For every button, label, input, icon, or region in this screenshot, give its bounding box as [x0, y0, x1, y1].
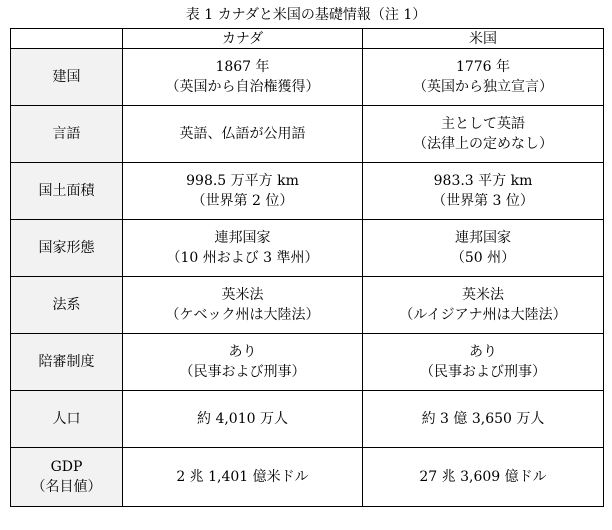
row-label: [11, 334, 123, 391]
cell-canada: [123, 106, 363, 163]
cell-line: （50 州）: [450, 250, 516, 266]
table-caption: 表 1 カナダと米国の基礎情報（注 1）: [185, 7, 427, 23]
header-row: [11, 29, 604, 49]
table-row: [11, 277, 604, 334]
cell-line: 27 兆 3,609 億ドル: [419, 469, 547, 485]
row-label: [11, 391, 123, 448]
row-label: [11, 448, 123, 507]
cell-line: （ケベック州は大陸法）: [165, 307, 320, 323]
cell-line: 英米法: [221, 287, 264, 303]
table-row: [11, 106, 604, 163]
header-corner: [11, 29, 123, 49]
cell-line: あり: [228, 344, 257, 360]
cell-us: [363, 49, 604, 106]
cell-line: 約 4,010 万人: [197, 411, 288, 427]
cell-line: （10 州および 3 準州）: [166, 250, 319, 266]
cell-us: [363, 106, 604, 163]
cell-us: [363, 277, 604, 334]
table-row: [11, 49, 604, 106]
cell-canada: [123, 391, 363, 448]
row-label-line: 陪審制度: [38, 354, 95, 370]
cell-canada: [123, 220, 363, 277]
cell-line: （民事および刑事）: [420, 364, 546, 380]
row-label: [11, 163, 123, 220]
row-label-line: 国家形態: [38, 240, 95, 256]
row-label: [11, 106, 123, 163]
cell-line: （ルイジアナ州は大陸法）: [399, 307, 567, 323]
header-us: 米国: [363, 29, 604, 49]
row-label-line: 法系: [52, 297, 81, 313]
cell-line: 1867 年: [215, 59, 270, 75]
cell-us: [363, 391, 604, 448]
table-row: [11, 448, 604, 507]
header-canada: カナダ: [123, 29, 363, 49]
cell-line: （世界第 2 位）: [191, 193, 294, 209]
row-label: [11, 220, 123, 277]
cell-line: （法律上の定めなし）: [413, 136, 553, 152]
cell-canada: [123, 334, 363, 391]
row-label-line: 建国: [52, 69, 81, 85]
cell-us: [363, 220, 604, 277]
table-row: [11, 163, 604, 220]
cell-line: 約 3 億 3,650 万人: [421, 411, 545, 427]
cell-line: （英国から独立宣言）: [413, 79, 553, 95]
table-body: [11, 49, 604, 507]
row-label-line: 国土面積: [38, 183, 95, 199]
cell-us: [363, 163, 604, 220]
cell-line: 983.3 平方 km: [433, 173, 533, 189]
table-row: [11, 220, 604, 277]
cell-line: あり: [469, 344, 497, 360]
cell-canada: [123, 448, 363, 507]
row-label-line: 言語: [52, 126, 81, 142]
cell-line: （英国から自治権獲得）: [165, 79, 320, 95]
cell-line: 連邦国家: [455, 230, 511, 246]
cell-line: （民事および刑事）: [179, 364, 306, 380]
cell-line: 998.5 万平方 km: [186, 173, 299, 189]
cell-line: （世界第 3 位）: [432, 193, 534, 209]
cell-line: 主として英語: [441, 116, 525, 132]
cell-line: 英米法: [462, 287, 504, 303]
cell-us: [363, 448, 604, 507]
cell-canada: [123, 277, 363, 334]
row-label-line: GDP: [50, 459, 83, 475]
row-label: [11, 277, 123, 334]
cell-line: 1776 年: [455, 59, 511, 75]
comparison-table: [10, 28, 604, 507]
cell-canada: [123, 49, 363, 106]
cell-canada: [123, 163, 363, 220]
cell-line: 連邦国家: [214, 230, 271, 246]
cell-us: [363, 334, 604, 391]
row-label-line: （名目値）: [31, 479, 102, 495]
cell-line: 2 兆 1,401 億米ドル: [176, 469, 309, 485]
table-row: [11, 334, 604, 391]
table-row: [11, 391, 604, 448]
row-label-line: 人口: [52, 411, 81, 427]
row-label: [11, 49, 123, 106]
cell-line: 英語、仏語が公用語: [179, 126, 306, 142]
